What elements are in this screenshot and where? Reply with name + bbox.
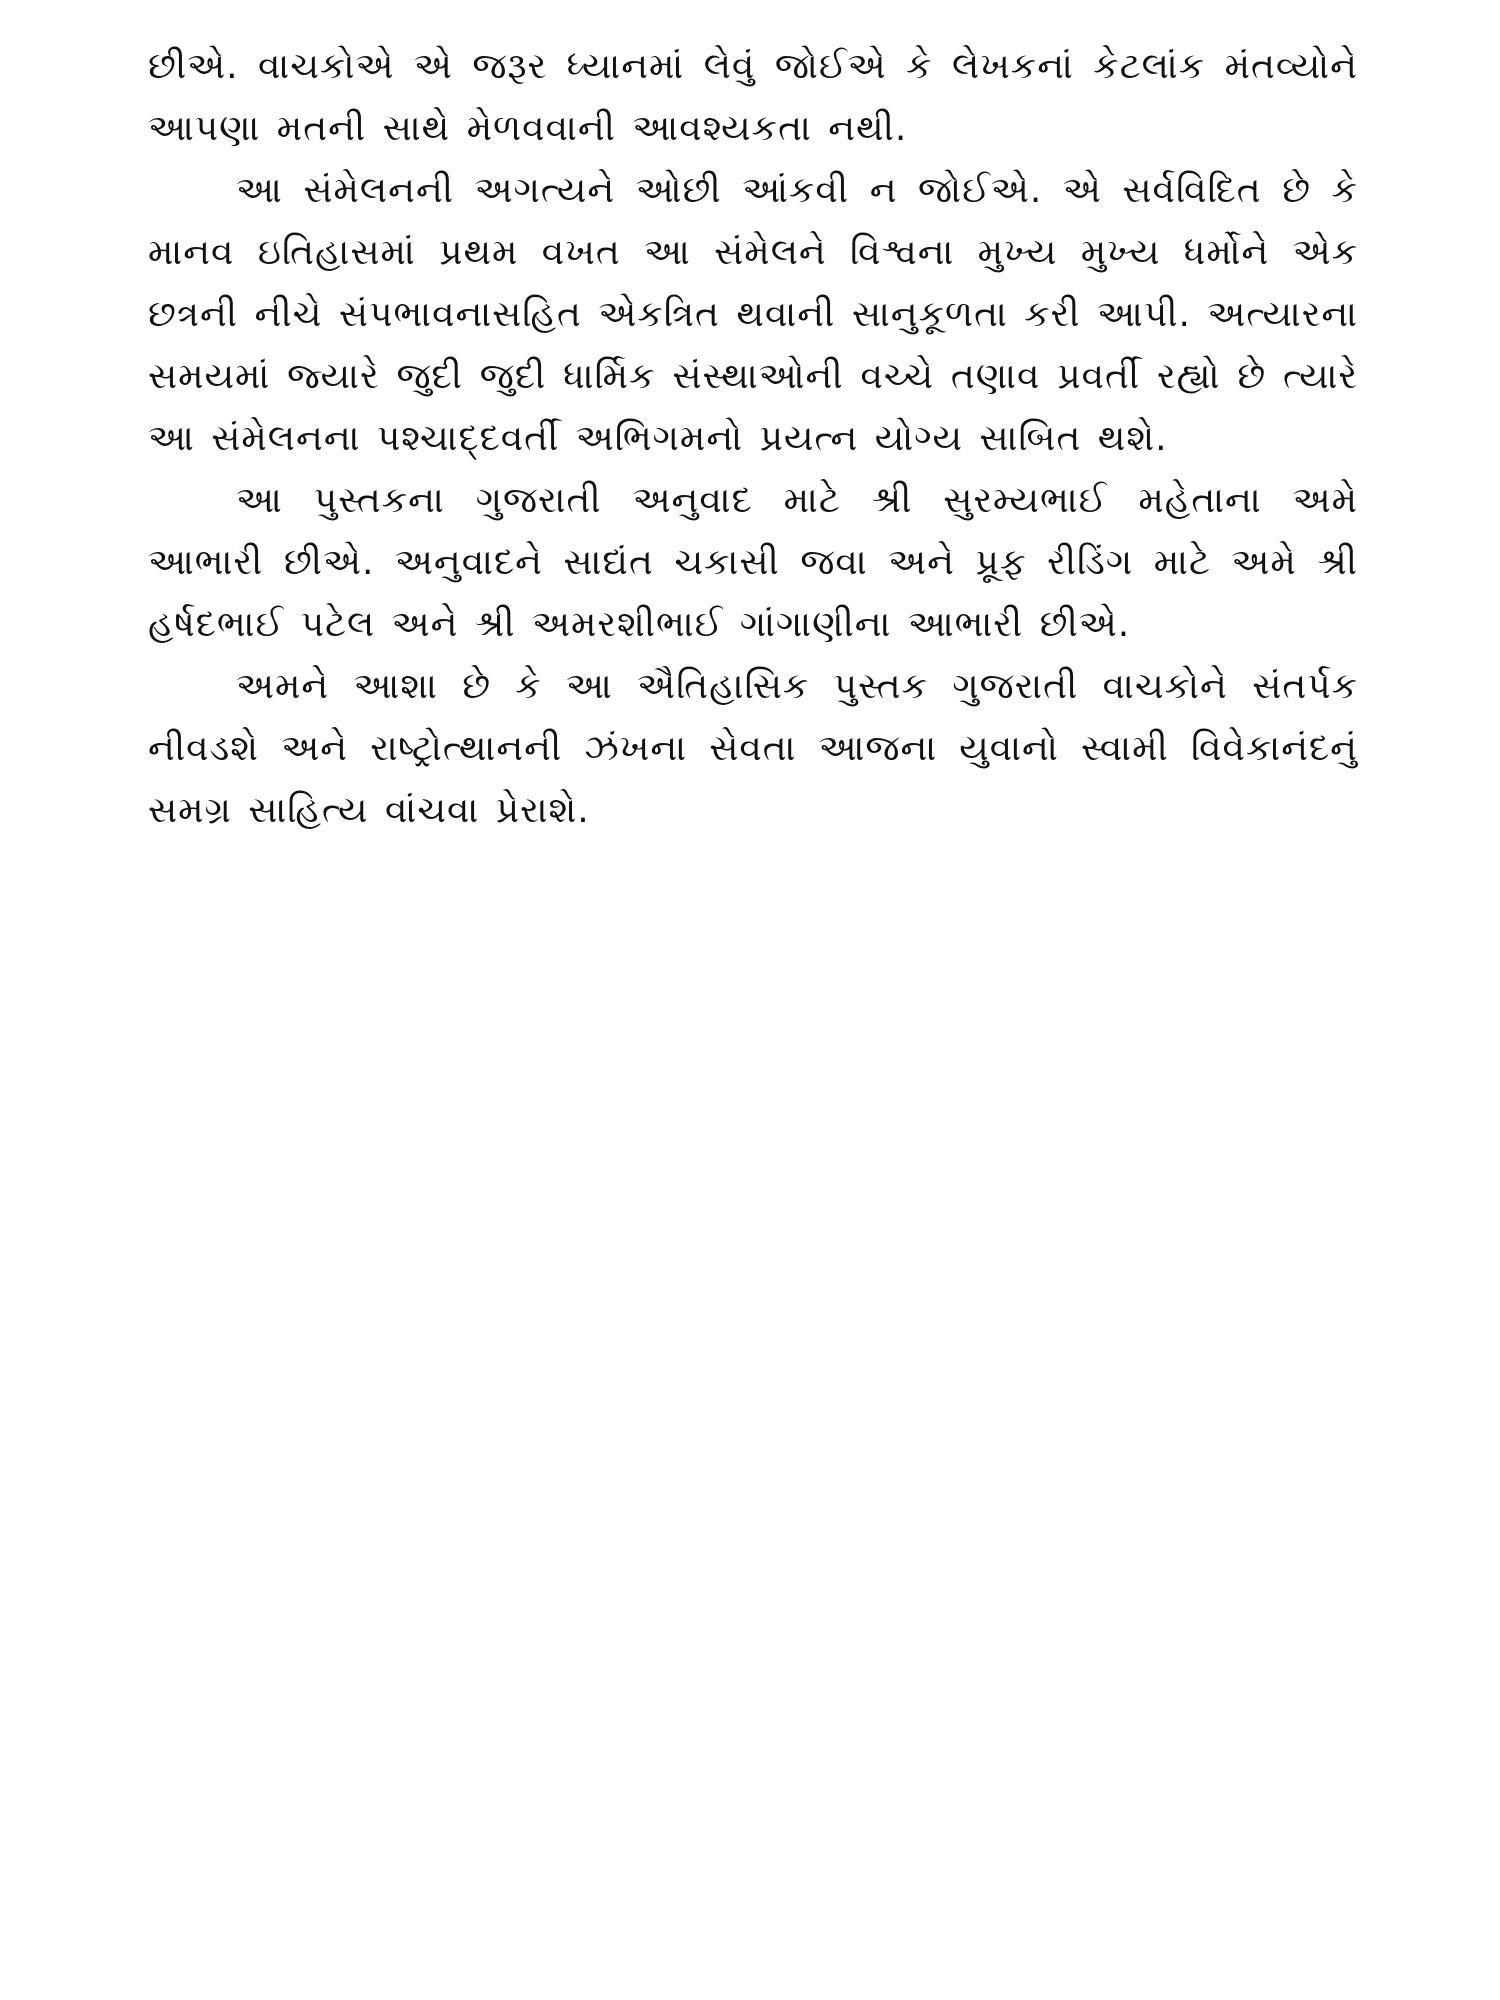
paragraph-4: અમને આશા છે કે આ ઐતિહાસિક પુસ્તક ગુજરાતી વાચકોને સંતર્પક નીવડશે અને રાષ્ટ્રોત્થાનની ઝંખના સેવતા આજના યુવાનો સ્વામી વિવેકાનંદનું સમગ્ર સાહિત્ય વાંચવા પ્રેરાશે.	[148, 666, 1358, 831]
paragraph-2: આ સંમેલનની અગત્યને ઓછી આંકવી ન જોઈએ. એ સર્વવિદિત છે કે માનવ ઇતિહાસમાં પ્રથમ વખત આ સંમેલને વિશ્વના મુખ્ય મુખ્ય ધર્મોને એક છત્રની નીચે સંપભાવનાસહિત એકત્રિત થવાની સાનુકૂળતા કરી આપી. અત્યારના સમયમાં જ્યારે જુદી જુદી ધાર્મિક સંસ્થાઓની વચ્ચે તણાવ પ્રવર્તી રહ્યો છે ત્યારે આ સંમેલનના પશ્ચાદ્દવર્તી અભિગમનો પ્રયત્ન યોગ્ય સાબિત થશે.	[148, 170, 1358, 459]
paragraph-3: આ પુસ્તકના ગુજરાતી અનુવાદ માટે શ્રી સુરમ્યભાઈ મહેતાના અમે આભારી છીએ. અનુવાદને સાદ્યંત ચકાસી જવા અને પ્રૂફ રીડિંગ માટે અમે શ્રી હર્ષદભાઈ પટેલ અને શ્રી અમરશીભાઈ ગાંગાણીના આભારી છીએ.	[148, 480, 1358, 645]
paragraph-1: છીએ. વાચકોએ એ જરૂર ધ્યાનમાં લેવું જોઈએ કે લેખકનાં કેટલાંક મંતવ્યોને આપણા મતની સાથે મેળવવાની આવશ્યકતા નથી.	[148, 46, 1358, 149]
body-text	[148, 36, 1358, 842]
